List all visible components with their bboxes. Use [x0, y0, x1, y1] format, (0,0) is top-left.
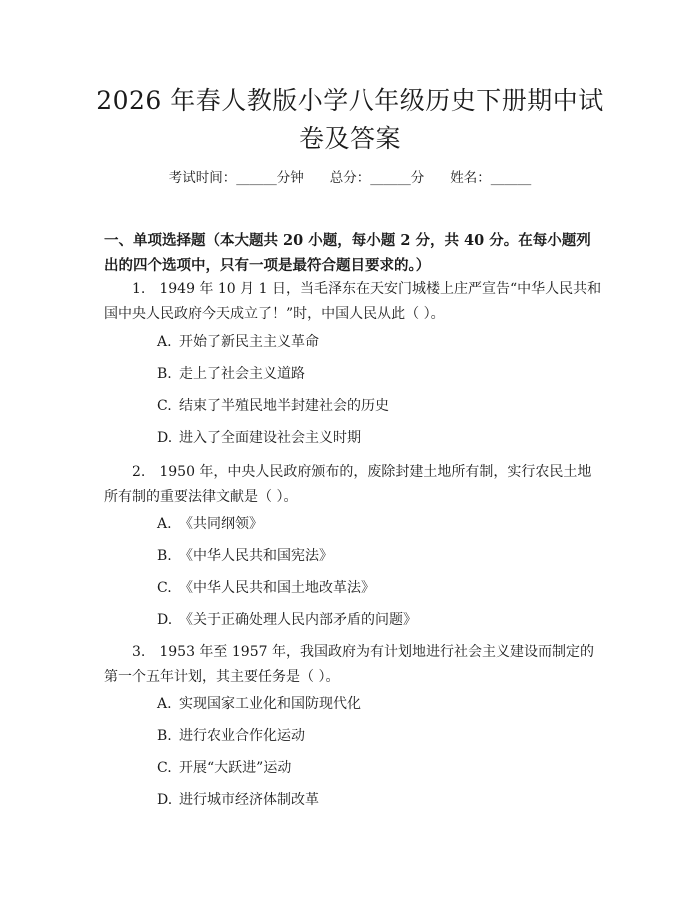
question-2-option-b [157, 546, 333, 566]
question-3-option-a [157, 694, 361, 714]
option-text: 《关于正确处理人民内部矛盾的问题》 [179, 612, 417, 628]
question-1-option-c [157, 396, 389, 416]
option-text: 进入了全面建设社会主义时期 [179, 430, 361, 446]
question-3-option-d [157, 790, 319, 810]
option-text: 进行农业合作化运动 [179, 728, 305, 744]
option-text: 《中华人民共和国土地改革法》 [179, 580, 375, 596]
option-letter: D. [157, 792, 173, 808]
question-2-option-d [157, 610, 417, 630]
option-text: 《共同纲领》 [179, 516, 263, 532]
option-text: 《中华人民共和国宪法》 [179, 548, 333, 564]
exam-time-field: 考试时间：______分钟 [168, 170, 304, 186]
option-letter: C. [157, 580, 172, 596]
page-title: 2026 年春人教版小学八年级历史下册期中试卷及答案 [96, 86, 604, 153]
option-letter: D. [157, 612, 173, 628]
question-1-option-b [157, 364, 305, 384]
section-heading: 一、单项选择题（本大题共 20 小题，每小题 2 分，共 40 分。在每小题列出的四个选项中，只有一项是最符合题目要求的。） [104, 232, 591, 274]
question-stem-1: 1. 1949 年 10 月 1 日，当毛泽东在天安门城楼上庄严宣告“中华人民共和国中央人民政府今天成立了！”时，中国人民从此（ ）。 [104, 281, 602, 322]
question-stem-2: 2. 1950 年，中央人民政府颁布的，废除封建土地所有制，实行农民土地所有制的重要法律文献是（ ）。 [104, 464, 592, 505]
question-stem-3: 3. 1953 年至 1957 年，我国政府为有计划地进行社会主义建设而制定的第一个五年计划，其主要任务是（ ）。 [104, 644, 594, 685]
question-2-option-c [157, 578, 375, 598]
option-text: 开展“大跃进”运动 [179, 760, 292, 776]
option-letter: C. [157, 398, 172, 414]
option-letter: B. [157, 366, 172, 382]
exam-info-line [0, 168, 700, 188]
question-1-option-d [157, 428, 361, 448]
option-text: 实现国家工业化和国防现代化 [179, 696, 361, 712]
option-letter: B. [157, 728, 172, 744]
option-letter: A. [157, 696, 172, 712]
option-letter: C. [157, 760, 172, 776]
question-2-option-a [157, 514, 263, 534]
option-text: 进行城市经济体制改革 [179, 792, 319, 808]
option-letter: D. [157, 430, 173, 446]
option-letter: A. [157, 516, 172, 532]
option-text: 开始了新民主主义革命 [179, 334, 319, 350]
option-letter: B. [157, 548, 172, 564]
option-text: 结束了半殖民地半封建社会的历史 [179, 398, 389, 414]
option-text: 走上了社会主义道路 [179, 366, 305, 382]
total-score-field: 总分：______分 [329, 170, 425, 186]
name-field: 姓名：______ [450, 170, 532, 186]
option-letter: A. [157, 334, 172, 350]
question-3-option-b [157, 726, 305, 746]
question-1-option-a [157, 332, 319, 352]
question-3-option-c [157, 758, 291, 778]
